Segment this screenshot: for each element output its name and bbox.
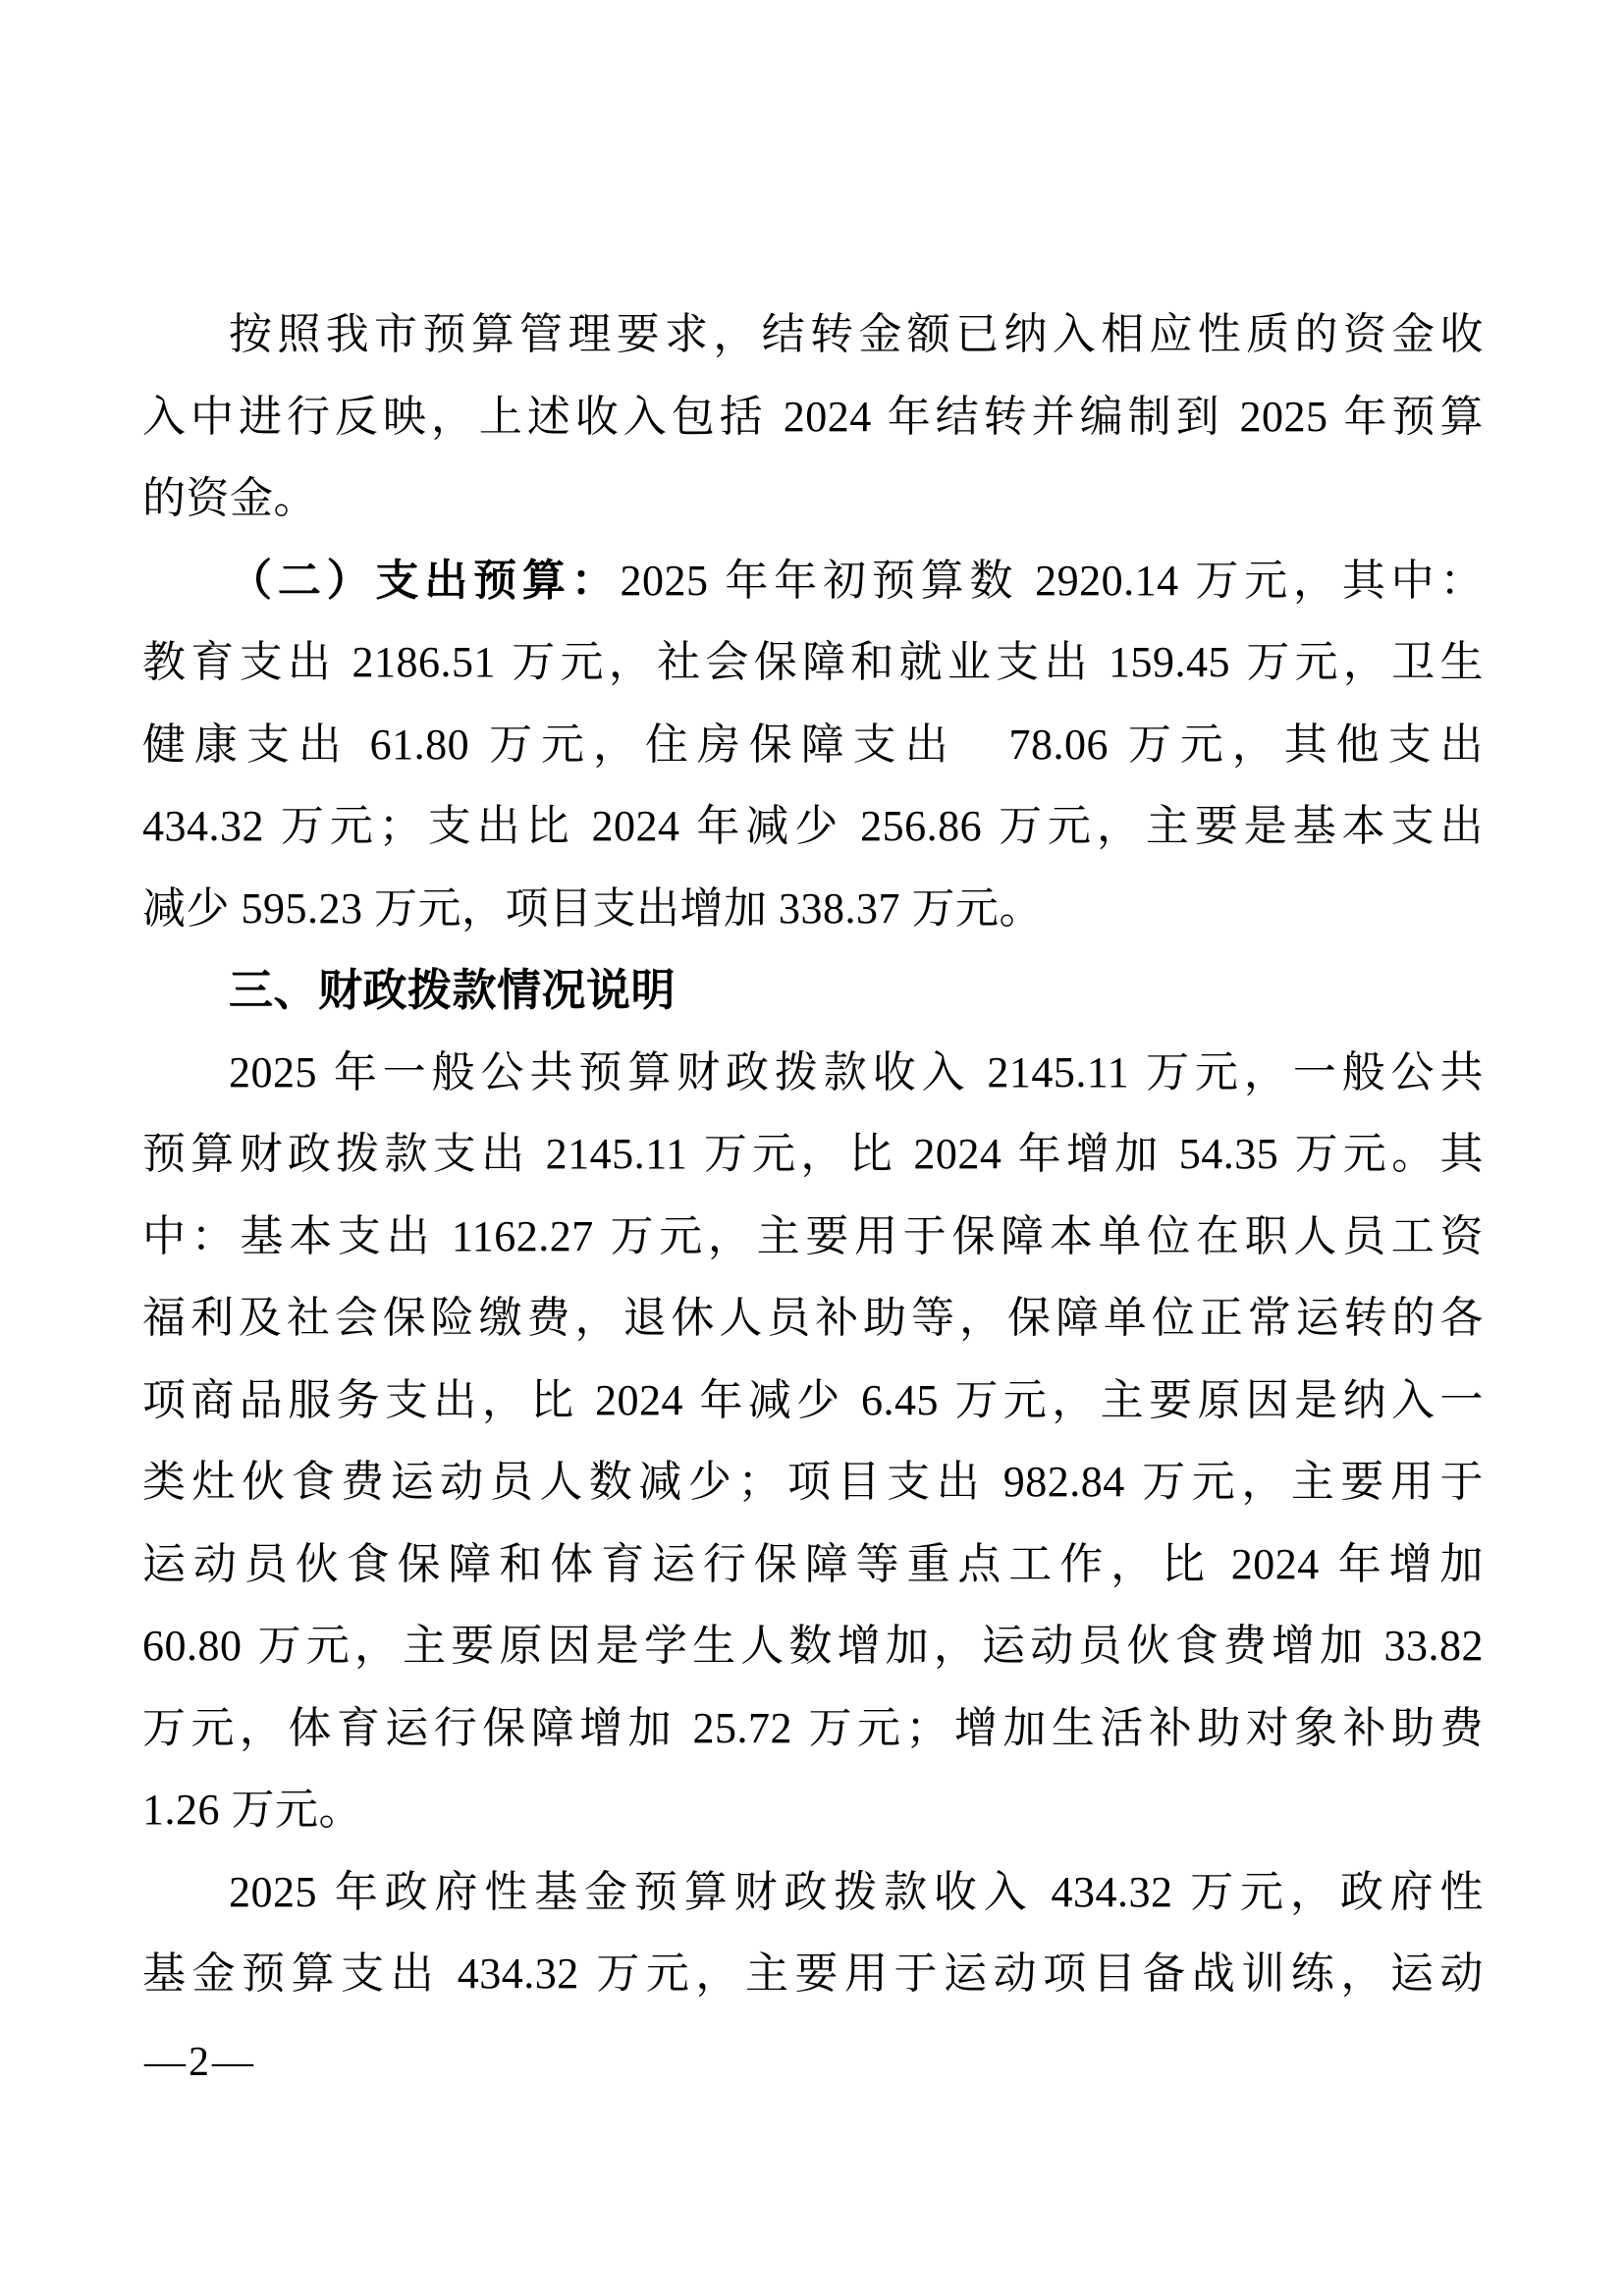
text-line: 项商品服务支出，比 2024 年减少 6.45 万元，主要原因是纳入一 (142, 1375, 1484, 1424)
text-line: 2025 年一般公共预算财政拨款收入 2145.11 万元，一般公共 (229, 1047, 1484, 1096)
text-line: 运动员伙食保障和体育运行保障等重点工作，比 2024 年增加 (142, 1539, 1484, 1588)
section-heading: 三、财政拨款情况说明 (229, 965, 677, 1015)
text-line: 2025 年政府性基金预算财政拨款收入 434.32 万元，政府性 (229, 1867, 1484, 1916)
text-line: 减少 595.23 万元，项目支出增加 338.37 万元。 (142, 883, 1043, 933)
text-line: 万元，体育运行保障增加 25.72 万元；增加生活补助对象补助费 (142, 1703, 1484, 1752)
text-line: 教育支出 2186.51 万元，社会保障和就业支出 159.45 万元，卫生 (142, 638, 1484, 686)
text-line: 福利及社会保险缴费，退休人员补助等，保障单位正常运转的各 (142, 1294, 1484, 1342)
text-line: 健康支出 61.80 万元，住房保障支出 78.06 万元，其他支出 (142, 720, 1484, 769)
text-line: 1.26 万元。 (142, 1786, 362, 1834)
text-line: 类灶伙食费运动员人数减少；项目支出 982.84 万元，主要用于 (142, 1458, 1484, 1506)
text-line: 预算财政拨款支出 2145.11 万元，比 2024 年增加 54.35 万元。其 (142, 1130, 1484, 1178)
page-number: —2— (144, 2040, 256, 2085)
text-line: 按照我市预算管理要求，结转金额已纳入相应性质的资金收 (229, 310, 1484, 358)
text-line: 60.80 万元，主要原因是学生人数增加，运动员伙食费增加 33.82 (142, 1622, 1484, 1670)
text-line: 的资金。 (142, 474, 317, 522)
text-line: 入中进行反映，上述收入包括 2024 年结转并编制到 2025 年预算 (142, 392, 1484, 441)
bold-run: （二）支出预算： (229, 556, 621, 605)
document-body (142, 294, 1484, 2015)
text-line: （二）支出预算：2025 年年初预算数 2920.14 万元，其中： (229, 556, 1485, 605)
text-line: 434.32 万元；支出比 2024 年减少 256.86 万元，主要是基本支出 (142, 802, 1484, 850)
text-line: 基金预算支出 434.32 万元，主要用于运动项目备战训练，运动 (142, 1949, 1484, 1998)
text-line: 中：基本支出 1162.27 万元，主要用于保障本单位在职人员工资 (142, 1211, 1484, 1260)
